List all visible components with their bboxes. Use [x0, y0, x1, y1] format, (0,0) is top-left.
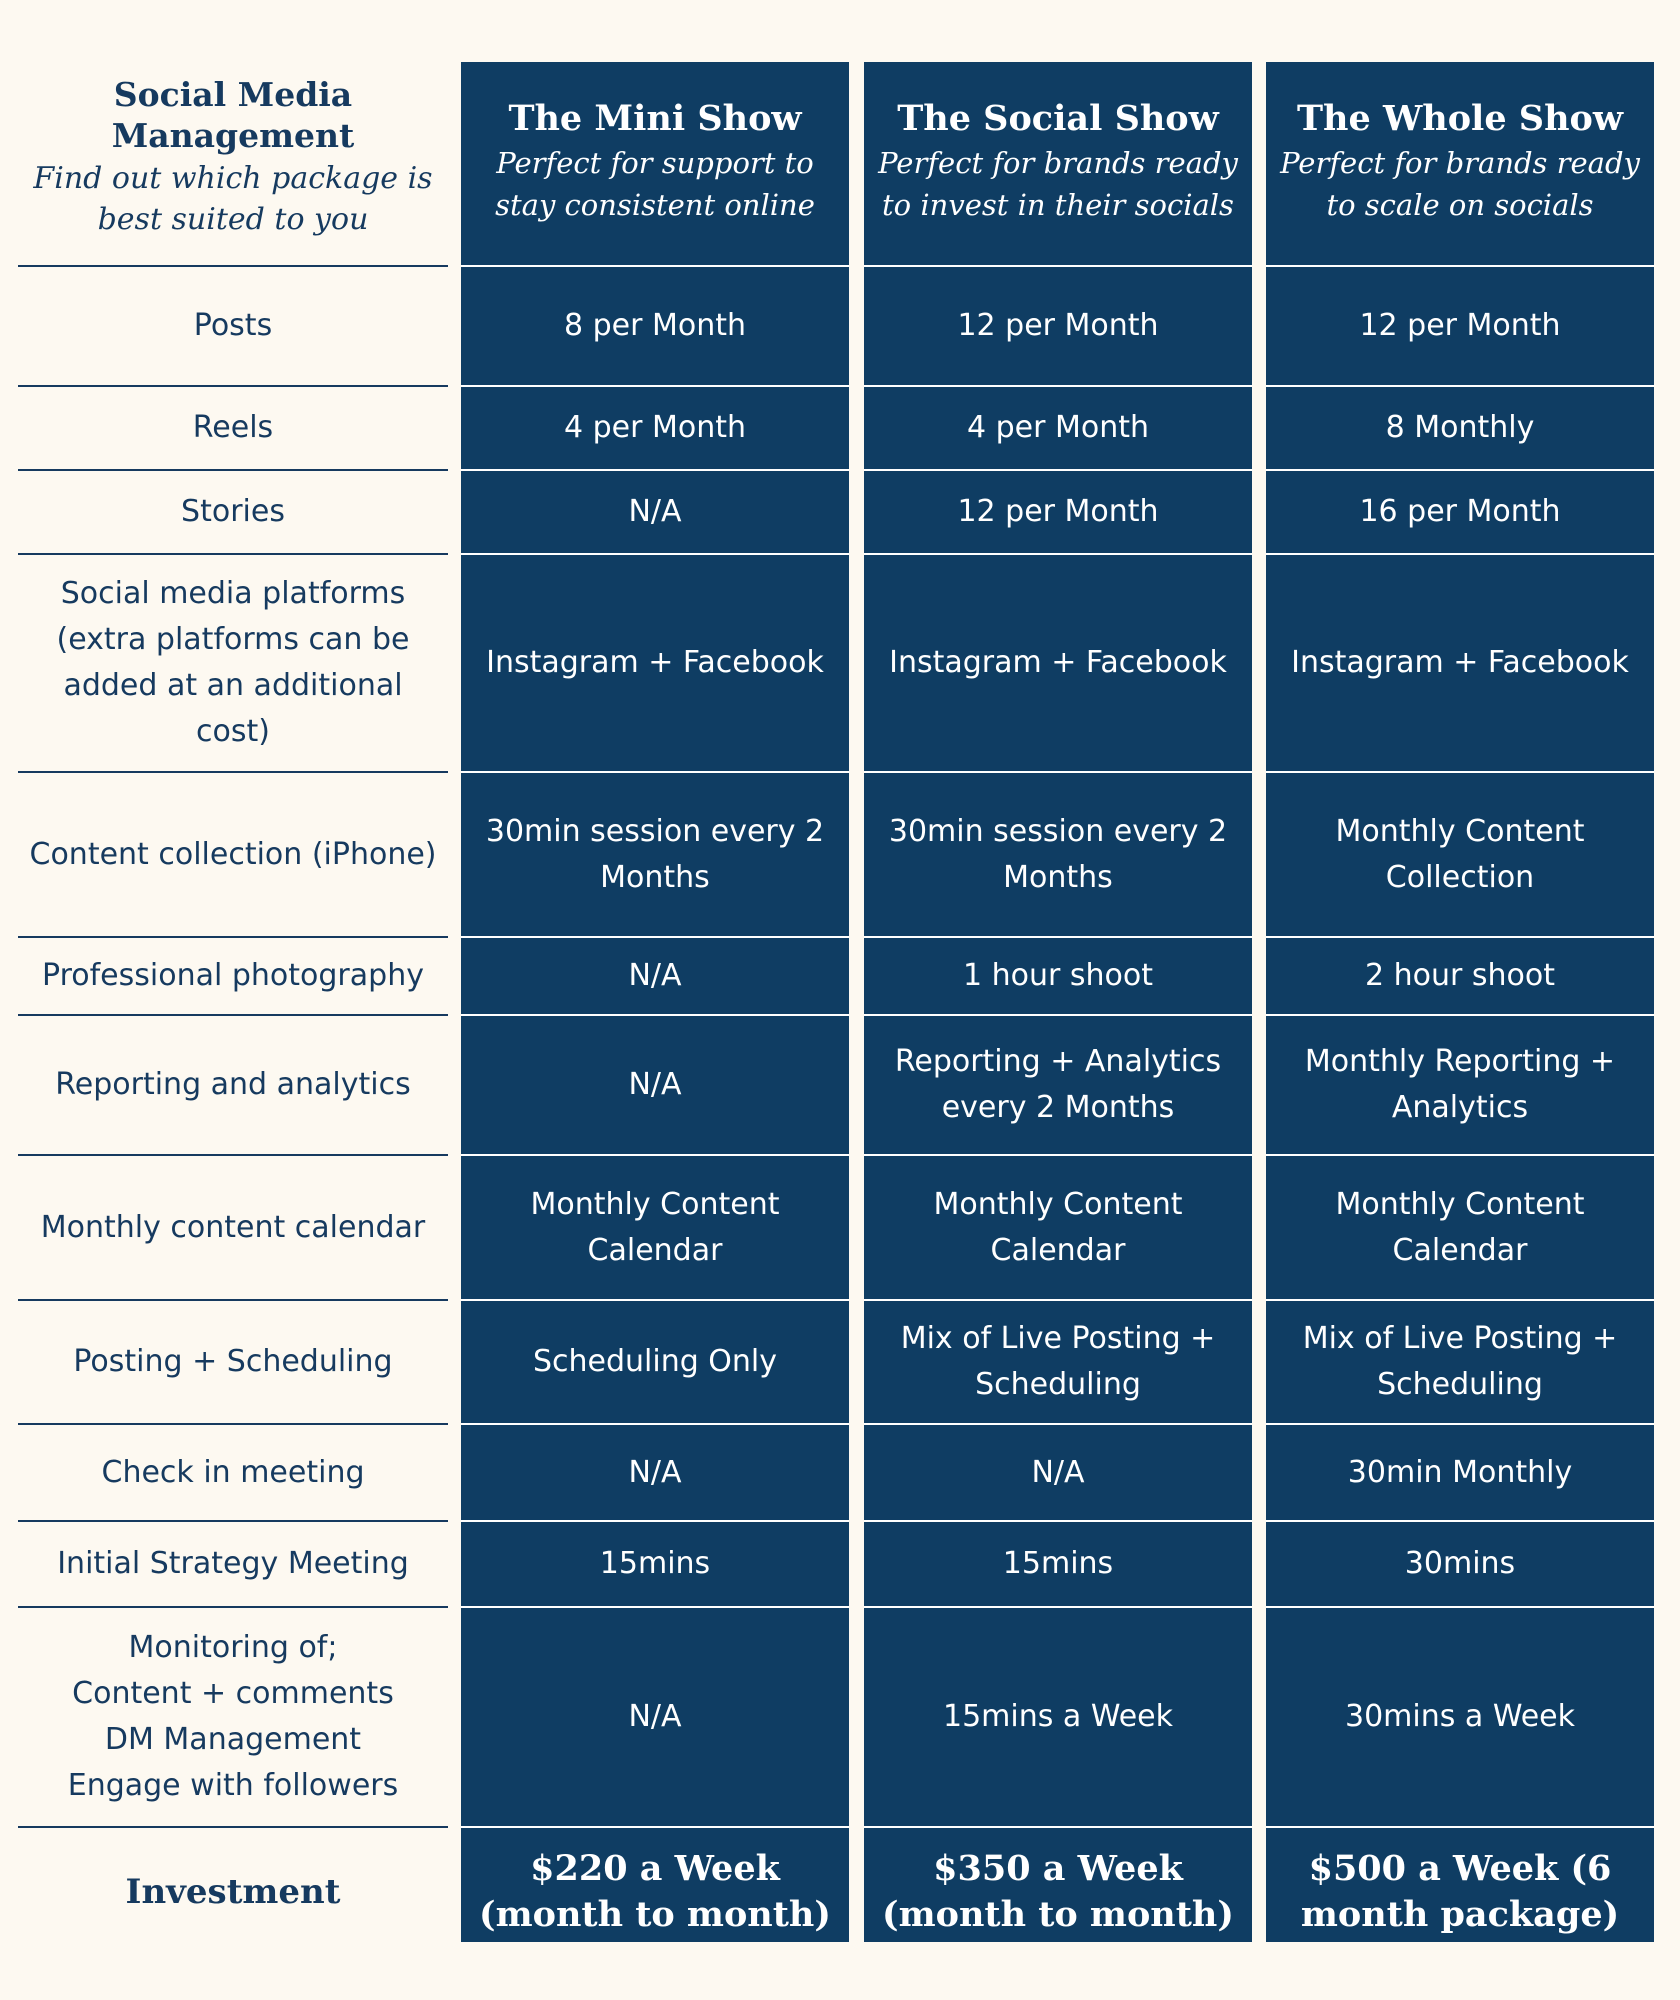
price-cell: $220 a Week (month to month)	[461, 1826, 849, 1956]
feature-value-cell: N/A	[461, 1606, 849, 1826]
package-column-social-show	[864, 62, 1252, 1942]
feature-value-cell: Instagram + Facebook	[461, 553, 849, 771]
row-label-posts: Posts	[18, 265, 448, 385]
feature-value-cell: N/A	[461, 1423, 849, 1520]
row-label-reels: Reels	[18, 385, 448, 469]
package-tagline: Perfect for brands ready to scale on socials	[1280, 146, 1640, 222]
row-label-content-collection-iphone: Content collection (iPhone)	[18, 771, 448, 936]
package-title: The Mini Show	[508, 98, 802, 139]
feature-value-cell: 12 per Month	[864, 265, 1252, 385]
feature-value-cell: Monthly Content Calendar	[461, 1154, 849, 1299]
feature-value-cell: 8 Monthly	[1266, 385, 1654, 469]
row-label-check-in-meeting: Check in meeting	[18, 1423, 448, 1520]
package-title: The Social Show	[897, 98, 1219, 139]
feature-value-cell: 15mins a Week	[864, 1606, 1252, 1826]
feature-value-cell: 12 per Month	[864, 469, 1252, 553]
feature-value-cell: 2 hour shoot	[1266, 936, 1654, 1014]
feature-value-cell: N/A	[864, 1423, 1252, 1520]
feature-value-cell: N/A	[461, 1014, 849, 1154]
row-label-monitoring-of: Monitoring of; Content + comments DM Management Engage with followers	[18, 1606, 448, 1826]
price-cell: $500 a Week (6 month package)	[1266, 1826, 1654, 1956]
page-subtitle: Find out which package is best suited to you	[33, 161, 433, 237]
feature-value-cell: 4 per Month	[864, 385, 1252, 469]
row-label-investment: Investment	[18, 1826, 448, 1956]
feature-value-cell: Scheduling Only	[461, 1299, 849, 1423]
package-column-whole-show	[1266, 62, 1654, 1942]
feature-value-cell: Reporting + Analytics every 2 Months	[864, 1014, 1252, 1154]
feature-value-cell: 12 per Month	[1266, 265, 1654, 385]
feature-value-cell: Monthly Content Calendar	[1266, 1154, 1654, 1299]
feature-value-cell: 30min Monthly	[1266, 1423, 1654, 1520]
row-label-professional-photography: Professional photography	[18, 936, 448, 1014]
feature-value-cell: Instagram + Facebook	[1266, 553, 1654, 771]
feature-value-cell: 16 per Month	[1266, 469, 1654, 553]
feature-value-cell: Mix of Live Posting + Scheduling	[864, 1299, 1252, 1423]
feature-value-cell: Mix of Live Posting + Scheduling	[1266, 1299, 1654, 1423]
feature-value-cell: 15mins	[461, 1520, 849, 1606]
package-tagline: Perfect for brands ready to invest in their socials	[878, 146, 1238, 222]
row-label-social-media-platforms-extra-platforms-can-be-added-at-an-additional-cost: Social media platforms (extra platforms can be added at an additional cost)	[18, 553, 448, 771]
package-column-mini-show	[461, 62, 849, 1942]
feature-value-cell: 30mins a Week	[1266, 1606, 1654, 1826]
feature-value-cell: N/A	[461, 469, 849, 553]
feature-value-cell: 30min session every 2 Months	[461, 771, 849, 936]
feature-value-cell: 30min session every 2 Months	[864, 771, 1252, 936]
page-title: Social Media Management	[111, 75, 355, 155]
feature-value-cell: 4 per Month	[461, 385, 849, 469]
feature-value-cell: Instagram + Facebook	[864, 553, 1252, 771]
feature-value-cell: 1 hour shoot	[864, 936, 1252, 1014]
row-label-reporting-and-analytics: Reporting and analytics	[18, 1014, 448, 1154]
row-label-posting-scheduling: Posting + Scheduling	[18, 1299, 448, 1423]
table-header	[18, 62, 448, 265]
feature-value-cell: N/A	[461, 936, 849, 1014]
row-label-stories: Stories	[18, 469, 448, 553]
feature-value-cell: Monthly Content Calendar	[864, 1154, 1252, 1299]
price-cell: $350 a Week (month to month)	[864, 1826, 1252, 1956]
feature-value-cell: 8 per Month	[461, 265, 849, 385]
package-tagline: Perfect for support to stay consistent online	[495, 146, 815, 222]
feature-value-cell: 15mins	[864, 1520, 1252, 1606]
feature-value-cell: 30mins	[1266, 1520, 1654, 1606]
package-title: The Whole Show	[1297, 98, 1623, 139]
feature-value-cell: Monthly Reporting + Analytics	[1266, 1014, 1654, 1154]
row-label-monthly-content-calendar: Monthly content calendar	[18, 1154, 448, 1299]
row-label-initial-strategy-meeting: Initial Strategy Meeting	[18, 1520, 448, 1606]
feature-value-cell: Monthly Content Collection	[1266, 771, 1654, 936]
row-labels-column	[18, 62, 448, 1932]
